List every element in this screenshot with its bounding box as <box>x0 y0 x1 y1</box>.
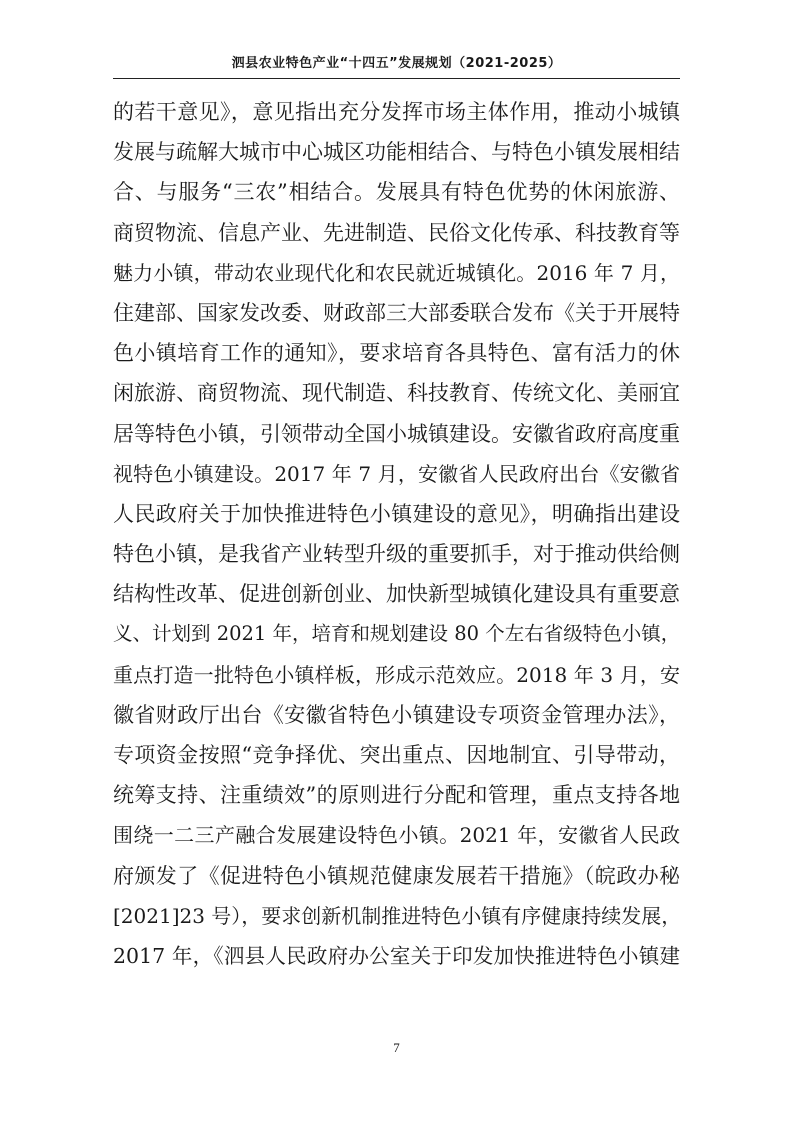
text-line: 视特色小镇建设。2017 年 7 月，安徽省人民政府出台《安徽省 <box>113 461 680 486</box>
text-line: 合、与服务“三农”相结合。发展具有特色优势的休闲旅游、 <box>113 180 680 205</box>
page-number: 7 <box>393 1040 400 1055</box>
body-paragraph <box>113 92 680 976</box>
text-line: 特色小镇，是我省产业转型升级的重要抓手，对于推动供给侧 <box>113 542 680 567</box>
text-line: 府颁发了《促进特色小镇规范健康发展若干措施》（皖政办秘 <box>113 863 680 888</box>
text-line: 围绕一二三产融合发展建设特色小镇。2021 年，安徽省人民政 <box>113 823 680 848</box>
text-line: 结构性改革、促进创新创业、加快新型城镇化建设具有重要意 <box>113 582 680 607</box>
text-line: 人民政府关于加快推进特色小镇建设的意见》，明确指出建设 <box>113 501 680 526</box>
text-line: 居等特色小镇，引领带动全国小城镇建设。安徽省政府高度重 <box>113 421 680 446</box>
header-divider <box>113 78 680 79</box>
running-header-title: 泗县农业特色产业“十四五”发展规划（2021-2025） <box>231 56 562 71</box>
text-line: 统筹支持、注重绩效”的原则进行分配和管理，重点支持各地 <box>113 783 680 808</box>
text-line: 色小镇培育工作的通知》，要求培育各具特色、富有活力的休 <box>113 341 680 366</box>
text-line: 商贸物流、信息产业、先进制造、民俗文化传承、科技教育等 <box>113 220 680 245</box>
text-line: 专项资金按照“竞争择优、突出重点、因地制宜、引导带动， <box>113 743 680 767</box>
text-line: 2017 年，《泗县人民政府办公室关于印发加快推进特色小镇建 <box>113 943 680 968</box>
text-line: 发展与疏解大城市中心城区功能相结合、与特色小镇发展相结 <box>113 140 680 165</box>
text-line: 闲旅游、商贸物流、现代制造、科技教育、传统文化、美丽宜 <box>113 381 680 406</box>
text-line: 住建部、国家发改委、财政部三大部委联合发布《关于开展特 <box>113 300 680 325</box>
text-line: 重点打造一批特色小镇样板，形成示范效应。2018 年 3 月，安 <box>113 662 680 687</box>
text-line: 义、计划到 2021 年，培育和规划建设 80 个左右省级特色小镇， <box>113 622 681 646</box>
text-line: 徽省财政厅出台《安徽省特色小镇建设专项资金管理办法》， <box>113 702 680 727</box>
text-line: 的若干意见》，意见指出充分发挥市场主体作用，推动小城镇 <box>113 100 680 124</box>
text-line: [2021]23 号），要求创新机制推进特色小镇有序健康持续发展， <box>113 903 682 928</box>
text-line: 魅力小镇，带动农业现代化和农民就近城镇化。2016 年 7 月， <box>113 260 680 285</box>
